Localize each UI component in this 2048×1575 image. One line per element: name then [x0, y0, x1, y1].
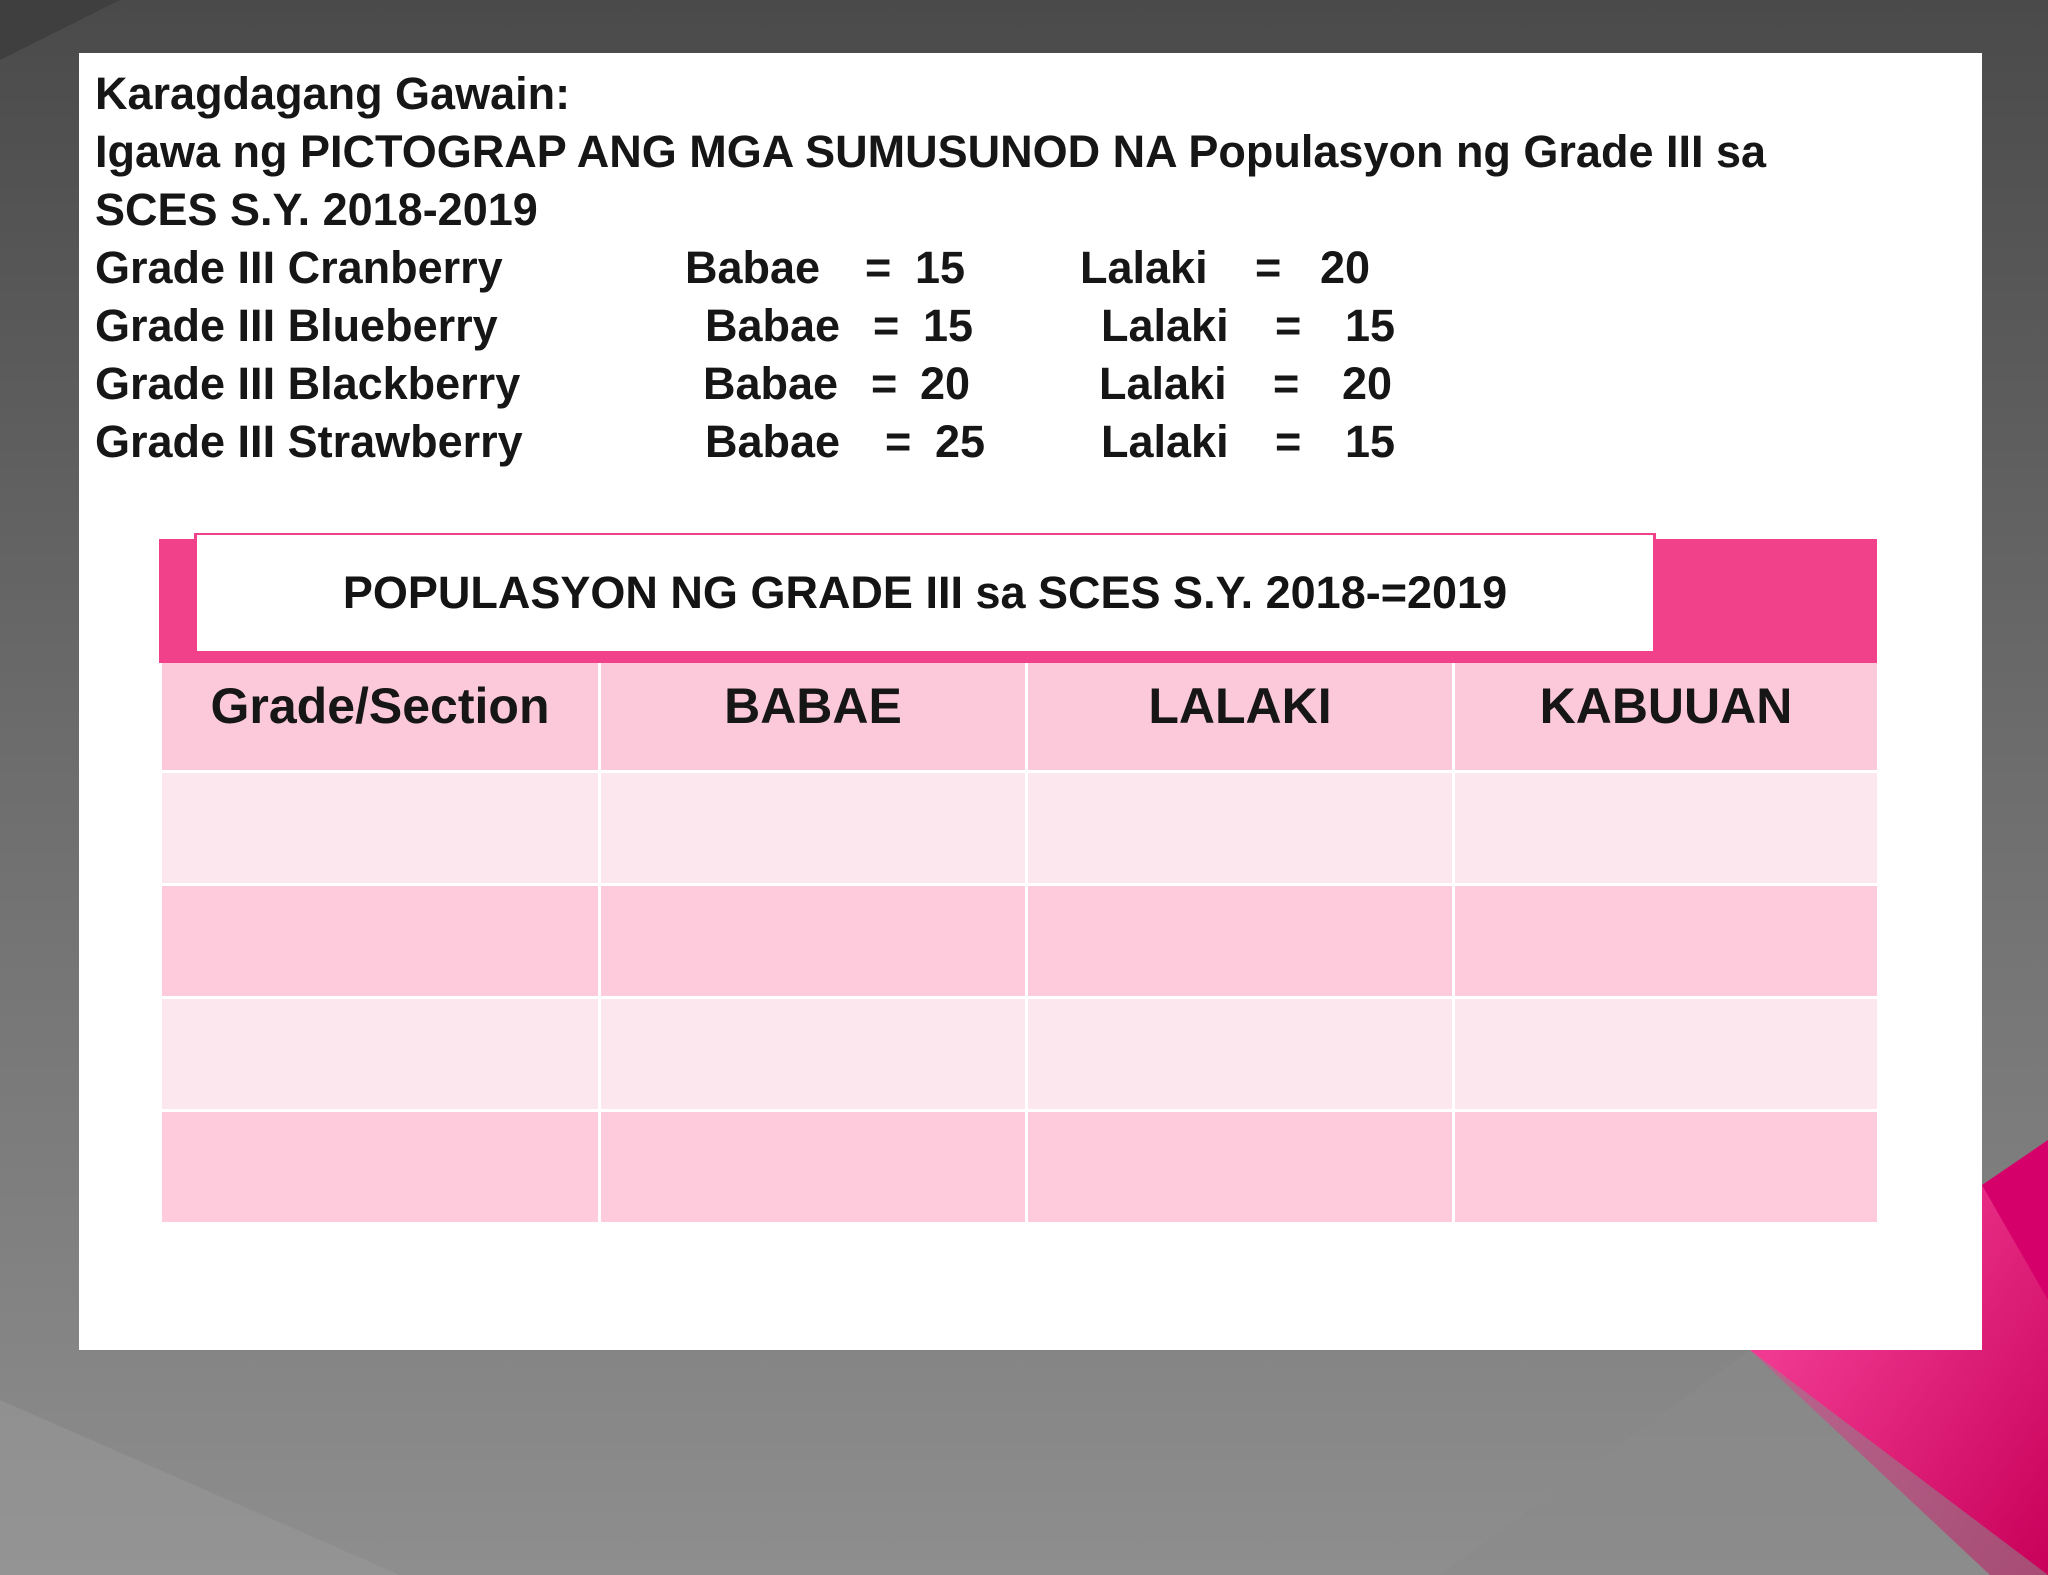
table-row: [161, 771, 1879, 884]
table-header-row: [161, 663, 1879, 771]
section-name: Grade III Blueberry: [95, 300, 498, 351]
lalaki-value: 20: [1320, 242, 1371, 293]
table-cell[interactable]: [1454, 884, 1879, 997]
table-cell[interactable]: [161, 884, 600, 997]
table-row: [161, 997, 1879, 1110]
equals-sign: =: [1275, 300, 1302, 351]
equals-sign: =: [865, 242, 892, 293]
babae-label: Babae: [705, 416, 841, 467]
equals-sign: =: [1275, 416, 1302, 467]
table-title-band: [159, 539, 1877, 663]
table-cell[interactable]: [161, 771, 600, 884]
table-cell[interactable]: [600, 1110, 1027, 1223]
equals-sign: =: [873, 300, 900, 351]
table-row: [161, 1110, 1879, 1223]
equals-sign: =: [1273, 358, 1300, 409]
slide-card: [79, 53, 1982, 1350]
lalaki-value: 15: [1345, 300, 1396, 351]
table-cell[interactable]: [600, 997, 1027, 1110]
lalaki-value: 15: [1345, 416, 1396, 467]
table-cell[interactable]: [161, 997, 600, 1110]
equals-sign: =: [885, 416, 912, 467]
section-line-blackberry: [95, 355, 1495, 413]
lalaki-label: Lalaki: [1101, 300, 1229, 351]
header-kabuuan: KABUUAN: [1454, 663, 1879, 771]
lalaki-value: 20: [1342, 358, 1393, 409]
section-name: Grade III Blackberry: [95, 358, 521, 409]
table-cell[interactable]: [1027, 997, 1454, 1110]
instructions-heading: Karagdagang Gawain:: [95, 68, 571, 119]
table-cell[interactable]: [600, 884, 1027, 997]
equals-sign: =: [871, 358, 898, 409]
section-name: Grade III Strawberry: [95, 416, 523, 467]
babae-value: 25: [935, 416, 986, 467]
table-cell[interactable]: [1027, 1110, 1454, 1223]
table-cell[interactable]: [161, 1110, 600, 1223]
babae-value: 15: [915, 242, 966, 293]
babae-label: Babae: [685, 242, 821, 293]
babae-label: Babae: [703, 358, 839, 409]
table-title: POPULASYON NG GRADE III sa SCES S.Y. 2018-=2019: [194, 533, 1656, 654]
section-line-cranberry: [95, 239, 1495, 297]
lalaki-label: Lalaki: [1101, 416, 1229, 467]
table-cell[interactable]: [1027, 771, 1454, 884]
population-table: [159, 539, 1877, 1225]
lalaki-label: Lalaki: [1080, 242, 1208, 293]
table-cell[interactable]: [1027, 884, 1454, 997]
header-babae: BABAE: [600, 663, 1027, 771]
lalaki-label: Lalaki: [1099, 358, 1227, 409]
table-cell[interactable]: [1454, 997, 1879, 1110]
table-cell[interactable]: [1454, 1110, 1879, 1223]
babae-label: Babae: [705, 300, 841, 351]
instructions-line: Igawa ng PICTOGRAP ANG MGA SUMUSUNOD NA Populasyon ng Grade III sa: [95, 126, 1767, 177]
section-line-strawberry: [95, 413, 1495, 471]
table-row: [161, 884, 1879, 997]
section-line-blueberry: [95, 297, 1495, 355]
header-lalaki: LALAKI: [1027, 663, 1454, 771]
babae-value: 20: [920, 358, 971, 409]
table-cell[interactable]: [600, 771, 1027, 884]
equals-sign: =: [1255, 242, 1282, 293]
section-name: Grade III Cranberry: [95, 242, 503, 293]
header-grade-section: Grade/Section: [161, 663, 600, 771]
instructions: [95, 65, 1766, 471]
babae-value: 15: [923, 300, 974, 351]
population-grid: [159, 663, 1880, 1225]
table-cell[interactable]: [1454, 771, 1879, 884]
instructions-line: SCES S.Y. 2018-2019: [95, 184, 538, 235]
